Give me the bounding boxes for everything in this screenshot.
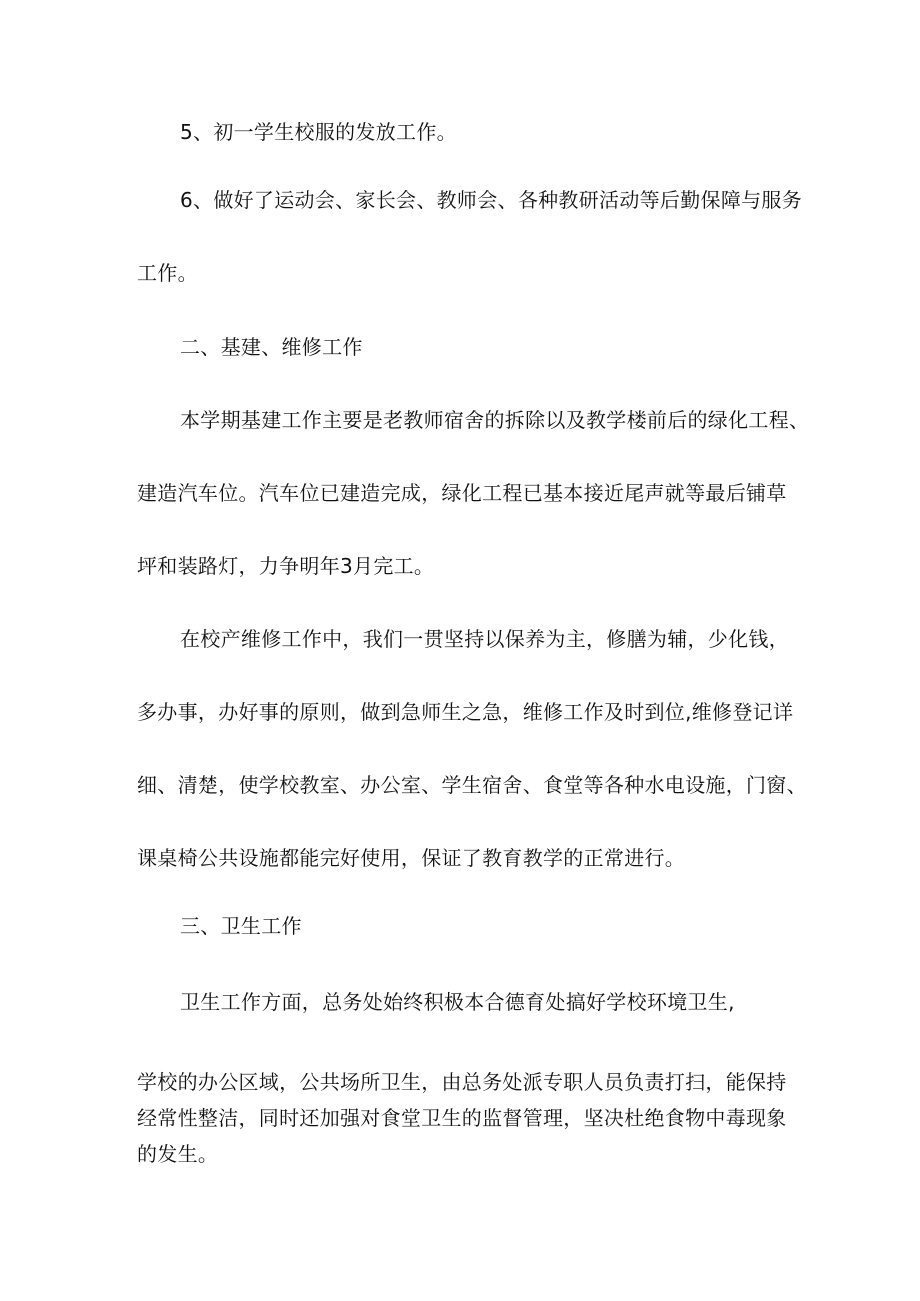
paragraph-line: 课桌椅公共设施都能完好使用，保证了教育教学的正常进行。: [137, 846, 686, 870]
list-item-5: 5、初一学生校服的发放工作。: [180, 120, 457, 144]
paragraph-line: 多办事，办好事的原则，做到急师生之急，维修工作及时到位,维修登记详: [137, 700, 794, 724]
paragraph-line: 建造汽车位。汽车位已建造完成，绿化工程已基本接近尾声就等最后铺草: [137, 481, 787, 505]
section-heading-hygiene: 三、卫生工作: [180, 914, 302, 938]
section-heading-construction: 二、基建、维修工作: [180, 335, 363, 359]
paragraph-line: 坪和装路灯，力争明年3月完工。: [137, 554, 435, 578]
paragraph-line: 在校产维修工作中，我们一贯坚持以保养为主，修膳为辅，少化钱，: [180, 627, 789, 651]
list-item-6-continuation: 工作。: [137, 261, 198, 285]
paragraph-line: 细、清楚，使学校教室、办公室、学生宿舍、食堂等各种水电设施，门窗、: [137, 773, 807, 797]
list-item-6: 6、做好了运动会、家长会、教师会、各种教研活动等后勤保障与服务: [180, 188, 803, 212]
paragraph-line: 本学期基建工作主要是老教师宿舍的拆除以及教学楼前后的绿化工程、: [180, 408, 810, 432]
paragraph-line: 经常性整洁，同时还加强对食堂卫生的监督管理，坚决杜绝食物中毒现象: [137, 1106, 787, 1130]
paragraph-line: 卫生工作方面，总务处始终积极本合德育处搞好学校环境卫生,: [180, 990, 735, 1014]
paragraph-line: 学校的办公区域，公共场所卫生，由总务处派专职人员负责打扫，能保持: [137, 1070, 787, 1094]
paragraph-line: 的发生。: [137, 1142, 219, 1166]
